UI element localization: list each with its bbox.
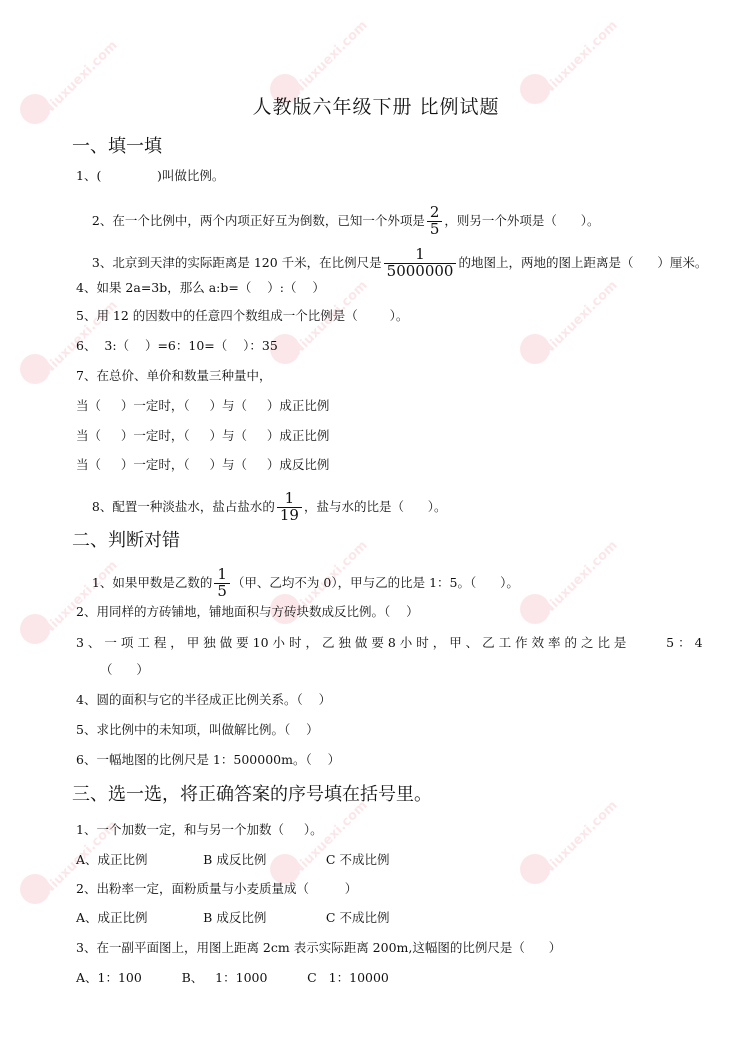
watermark: Niuxuexi.com	[270, 560, 420, 710]
question-choose-1: 1、一个加数一定，和与另一个加数（ ）。	[76, 822, 323, 837]
question-fill-7-line-b: 当（ ）一定时，（ ）与（ ）成正比例	[76, 428, 330, 443]
watermark: Niuxuexi.com	[20, 580, 170, 730]
watermark: Niuxuexi.com	[270, 300, 420, 450]
fraction: $\frac{1}{5}$	[214, 567, 230, 600]
section-heading-judge: 二、判断对错	[72, 530, 180, 551]
question-choose-3: 3、在一副平面图上，用图上距离 2cm 表示实际距离 200m,这幅图的比例尺是（ ）	[76, 940, 562, 955]
question-fill-6: 6、 3:（ ）=6：10=（ ）：35	[76, 338, 278, 353]
question-judge-1: 1、如果甲数是乙数的 $\frac{1}{5}$ （甲、乙均不为 0），甲与乙的比是 1：5。（ ）。	[91, 565, 519, 600]
section-heading-choose: 三、选一选，将正确答案的序号填在括号里。	[72, 784, 432, 805]
question-choose-2-options: A、成正比例 B 成反比例 C 不成比例	[76, 910, 390, 925]
question-fill-3: 3、北京到天津的实际距离是 120 千米，在比例尺是 $\frac{1}{5000000}$ 的地图上，两地的图上距离是（ ）厘米。	[91, 245, 708, 280]
question-fill-8: 8、配置一种淡盐水，盐占盐水的 $\frac{1}{19}$ ，盐与水的比是（ ）。	[91, 489, 447, 524]
question-fill-2: 2、在一个比例中，两个内项正好互为倒数，已知一个外项是 $\frac{2}{5}$ ，则另一个外项是（ ）。	[91, 203, 600, 238]
question-choose-2: 2、出粉率一定，面粉质量与小麦质量成（ ）	[76, 881, 358, 896]
fraction: $\frac{1}{19}$	[277, 491, 302, 524]
question-fill-7-line-a: 当（ ）一定时，（ ）与（ ）成正比例	[76, 398, 330, 413]
question-choose-1-options: A、成正比例 B 成反比例 C 不成比例	[76, 852, 390, 867]
question-judge-2: 2、用同样的方砖铺地，铺地面积与方砖块数成反比例。（ ）	[76, 604, 419, 619]
fraction: $\frac{1}{5000000}$	[384, 247, 457, 280]
question-fill-7: 7、在总价、单价和数量三种量中，	[76, 368, 272, 383]
question-judge-3-answer: （ ）	[100, 662, 149, 677]
watermark: Niuxuexi.com	[270, 40, 420, 190]
watermark: Niuxuexi.com	[520, 40, 670, 190]
question-fill-7-line-c: 当（ ）一定时，（ ）与（ ）成反比例	[76, 457, 330, 472]
question-judge-6: 6、一幅地图的比例尺是 1：500000m。（ ）	[76, 752, 341, 767]
watermark: Niuxuexi.com	[520, 560, 670, 710]
watermark: Niuxuexi.com	[520, 820, 670, 970]
question-judge-4: 4、圆的面积与它的半径成正比例关系。（ ）	[76, 692, 332, 707]
fraction: $\frac{2}{5}$	[427, 205, 443, 238]
question-fill-1: 1、( )叫做比例。	[76, 168, 225, 183]
question-choose-3-options: A、1：100 B、 1：1000 C 1：10000	[76, 970, 389, 985]
page-title: 人教版六年级下册 比例试题	[252, 96, 500, 118]
question-judge-5: 5、求比例中的未知项，叫做解比例。（ ）	[76, 722, 319, 737]
question-fill-5: 5、用 12 的因数中的任意四个数组成一个比例是（ ）。	[76, 308, 409, 323]
question-judge-3: 3 、 一 项 工 程 ， 甲 独 做 要 10 小 时 ， 乙 独 做 要 8 小 时 ， 甲 、 乙 工 作 效 率 的 之 比 是 5 ： 4	[76, 635, 703, 650]
watermark: Niuxuexi.com	[270, 820, 420, 970]
question-fill-4: 4、如果 2a=3b，那么 a:b=（ ）:（ ）	[76, 280, 325, 295]
watermark: Niuxuexi.com	[20, 320, 170, 470]
watermark: Niuxuexi.com	[20, 60, 170, 210]
watermark: Niuxuexi.com	[20, 840, 170, 990]
watermark: Niuxuexi.com	[520, 300, 670, 450]
section-heading-fill: 一、填一填	[72, 136, 162, 157]
